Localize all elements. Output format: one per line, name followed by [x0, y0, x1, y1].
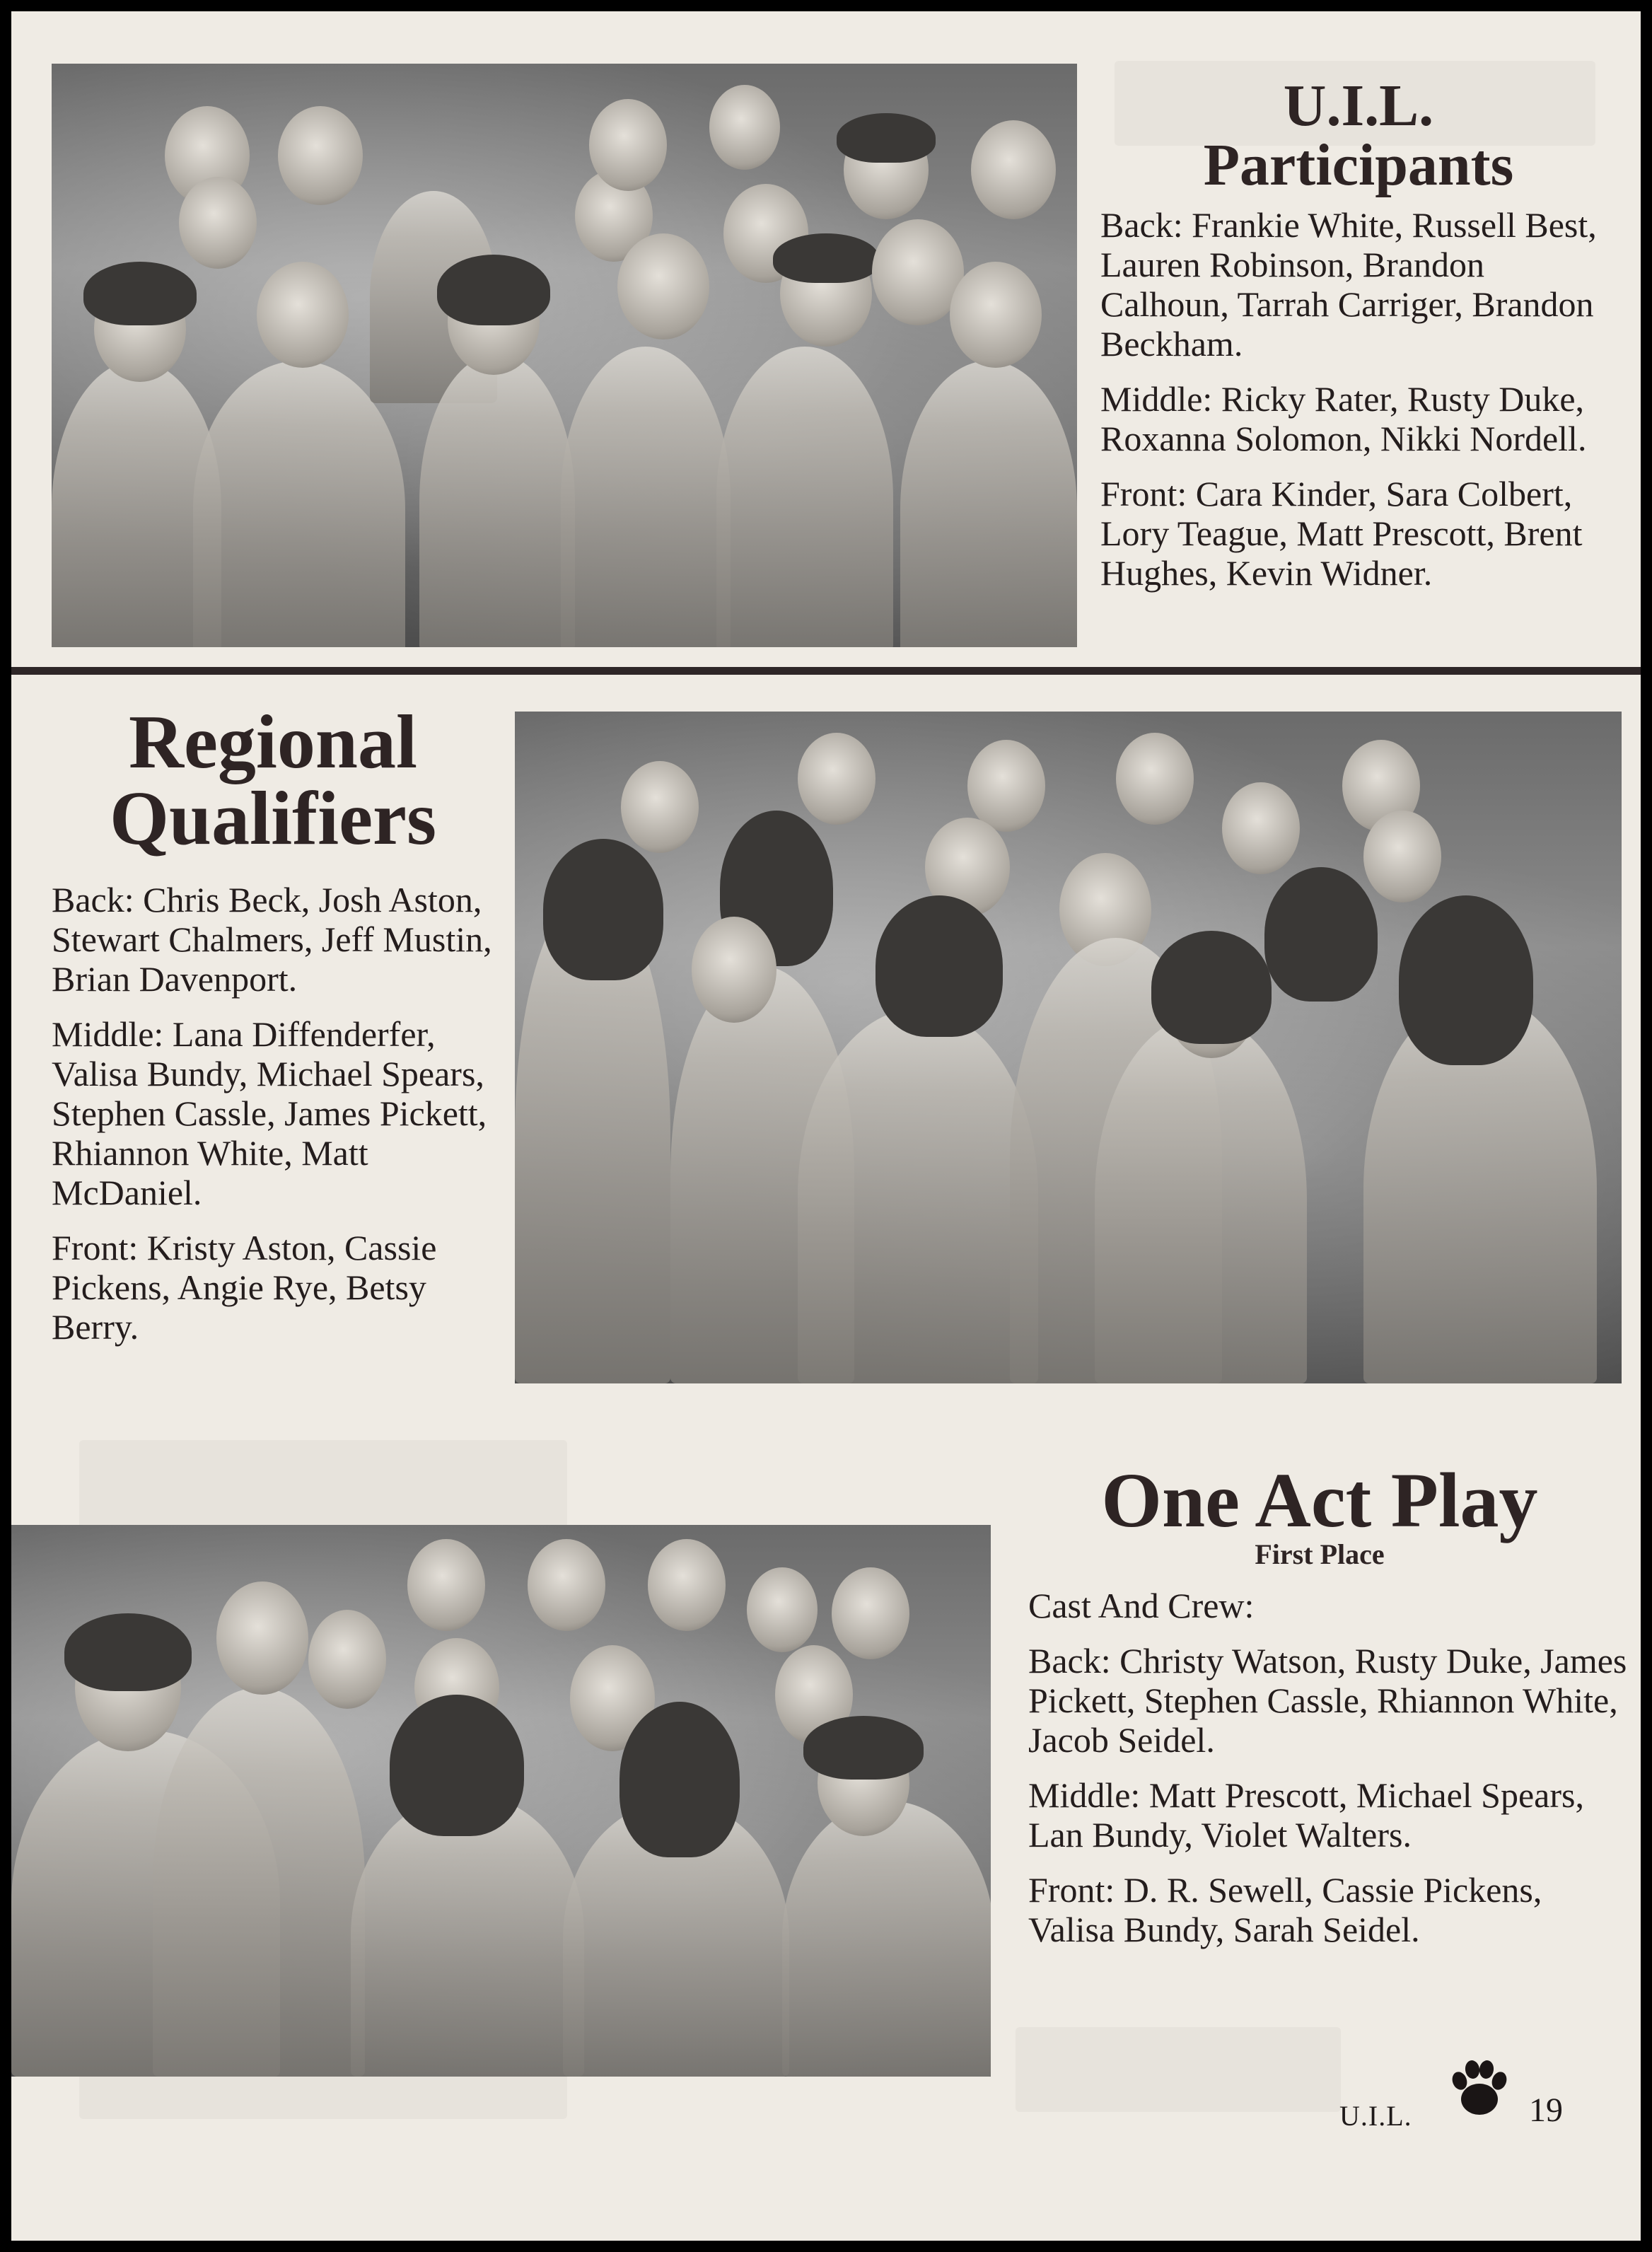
caption-cast-crew-label: Cast And Crew: — [1028, 1586, 1255, 1625]
heading-line-1: Regional — [128, 700, 417, 784]
page-number: 19 — [1529, 2091, 1563, 2129]
caption-middle-row: Middle: Lana Diffenderfer, Valisa Bundy, Michael Spears, Stephen Cassle, James Pickett, Rhiannon White, Matt McDaniel. — [52, 1014, 487, 1212]
yearbook-page — [11, 11, 1641, 2241]
section-divider — [11, 667, 1641, 675]
uil-participants-heading — [1079, 73, 1638, 198]
caption-front-row: Front: Cara Kinder, Sara Colbert, Lory Teague, Matt Prescott, Brent Hughes, Kevin Widner. — [1100, 474, 1583, 593]
heading-line-1: U.I.L. — [1283, 73, 1434, 139]
uil-participants-caption — [1100, 205, 1610, 608]
caption-middle-row: Middle: Matt Prescott, Michael Spears, Lan Bundy, Violet Walters. — [1028, 1775, 1584, 1855]
caption-front-row: Front: D. R. Sewell, Cassie Pickens, Valisa Bundy, Sarah Seidel. — [1028, 1870, 1542, 1949]
regional-qualifiers-caption — [52, 880, 504, 1362]
one-act-play-subheading: First Place — [1255, 1538, 1385, 1570]
heading-line-1: One Act Play — [1101, 1457, 1538, 1543]
regional-qualifiers-photo — [515, 712, 1622, 1383]
heading-line-2: Qualifiers — [110, 777, 436, 861]
heading-line-2: Participants — [1203, 132, 1514, 198]
one-act-play-caption — [1028, 1586, 1629, 1965]
caption-back-row: Back: Frankie White, Russell Best, Lauren Robinson, Brandon Calhoun, Tarrah Carriger, Brandon Beckham. — [1100, 205, 1597, 364]
one-act-play-photo — [11, 1525, 991, 2077]
uil-participants-photo — [52, 64, 1077, 647]
regional-qualifiers-heading — [68, 700, 478, 861]
one-act-play-heading — [1001, 1457, 1638, 1543]
paw-print-icon — [1444, 2053, 1515, 2123]
caption-middle-row: Middle: Ricky Rater, Rusty Duke, Roxanna Solomon, Nikki Nordell. — [1100, 379, 1587, 458]
caption-back-row: Back: Chris Beck, Josh Aston, Stewart Chalmers, Jeff Mustin, Brian Davenport. — [52, 880, 492, 999]
footer-section-label: U.I.L. — [1339, 2100, 1412, 2132]
caption-front-row: Front: Kristy Aston, Cassie Pickens, Angie Rye, Betsy Berry. — [52, 1228, 437, 1347]
caption-back-row: Back: Christy Watson, Rusty Duke, James Pickett, Stephen Cassle, Rhiannon White, Jacob Seidel. — [1028, 1641, 1627, 1760]
